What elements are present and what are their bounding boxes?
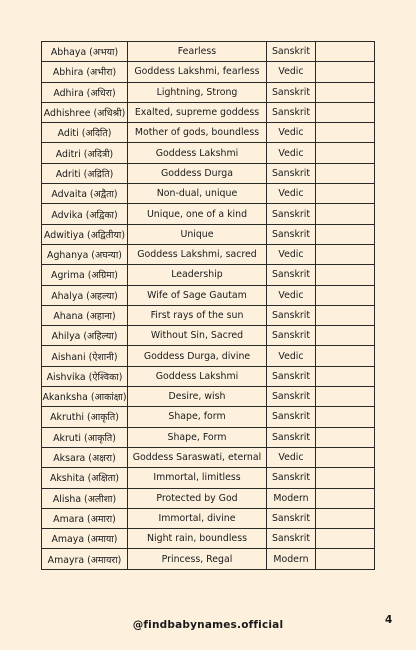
table-row — [42, 82, 375, 102]
empty-cell — [316, 42, 375, 62]
empty-cell — [316, 62, 375, 82]
empty-cell — [316, 407, 375, 427]
name-cell: Abhira (अभीरा) — [42, 62, 128, 82]
meaning-cell: Shape, form — [128, 407, 267, 427]
meaning-cell: Desire, wish — [128, 387, 267, 407]
origin-cell: Sanskrit — [267, 305, 316, 325]
table-row — [42, 102, 375, 122]
empty-cell — [316, 102, 375, 122]
name-cell: Aditri (अदित्री) — [42, 143, 128, 163]
origin-cell: Modern — [267, 488, 316, 508]
name-cell: Agrima (अग्रिमा) — [42, 265, 128, 285]
origin-cell: Vedic — [267, 184, 316, 204]
empty-cell — [316, 163, 375, 183]
name-cell: Aghanya (अघन्या) — [42, 244, 128, 264]
origin-cell: Sanskrit — [267, 366, 316, 386]
name-cell: Aditi (अदिति) — [42, 123, 128, 143]
origin-cell: Sanskrit — [267, 224, 316, 244]
origin-cell: Sanskrit — [267, 468, 316, 488]
meaning-cell: Goddess Durga — [128, 163, 267, 183]
meaning-cell: Goddess Durga, divine — [128, 346, 267, 366]
meaning-cell: Non-dual, unique — [128, 184, 267, 204]
table-row — [42, 143, 375, 163]
empty-cell — [316, 143, 375, 163]
empty-cell — [316, 427, 375, 447]
table-row — [42, 407, 375, 427]
origin-cell: Sanskrit — [267, 163, 316, 183]
table-row — [42, 447, 375, 467]
empty-cell — [316, 265, 375, 285]
table-row — [42, 427, 375, 447]
name-cell: Akanksha (आकांक्षा) — [42, 387, 128, 407]
empty-cell — [316, 82, 375, 102]
table-row — [42, 549, 375, 569]
origin-cell: Modern — [267, 549, 316, 569]
table-row — [42, 366, 375, 386]
meaning-cell: Unique, one of a kind — [128, 204, 267, 224]
table-row — [42, 508, 375, 528]
empty-cell — [316, 224, 375, 244]
empty-cell — [316, 305, 375, 325]
name-cell: Adhira (अधिरा) — [42, 82, 128, 102]
origin-cell: Vedic — [267, 244, 316, 264]
empty-cell — [316, 285, 375, 305]
meaning-cell: Princess, Regal — [128, 549, 267, 569]
meaning-cell: Protected by God — [128, 488, 267, 508]
origin-cell: Sanskrit — [267, 529, 316, 549]
origin-cell: Vedic — [267, 62, 316, 82]
meaning-cell: Immortal, divine — [128, 508, 267, 528]
name-cell: Alisha (अलीशा) — [42, 488, 128, 508]
meaning-cell: Unique — [128, 224, 267, 244]
meaning-cell: Goddess Lakshmi — [128, 366, 267, 386]
origin-cell: Sanskrit — [267, 82, 316, 102]
meaning-cell: Goddess Saraswati, eternal — [128, 447, 267, 467]
origin-cell: Sanskrit — [267, 326, 316, 346]
name-cell: Abhaya (अभया) — [42, 42, 128, 62]
table-row — [42, 163, 375, 183]
origin-cell: Vedic — [267, 123, 316, 143]
name-cell: Amaya (अमाया) — [42, 529, 128, 549]
table-row — [42, 529, 375, 549]
empty-cell — [316, 204, 375, 224]
meaning-cell: Wife of Sage Gautam — [128, 285, 267, 305]
origin-cell: Sanskrit — [267, 42, 316, 62]
footer-handle: @findbabynames.official — [132, 619, 284, 631]
origin-cell: Sanskrit — [267, 427, 316, 447]
table-row — [42, 285, 375, 305]
name-cell: Advika (अद्विका) — [42, 204, 128, 224]
meaning-cell: Lightning, Strong — [128, 82, 267, 102]
table-row — [42, 387, 375, 407]
origin-cell: Sanskrit — [267, 407, 316, 427]
table-row — [42, 265, 375, 285]
name-cell: Akruti (आकृति) — [42, 427, 128, 447]
empty-cell — [316, 468, 375, 488]
empty-cell — [316, 366, 375, 386]
meaning-cell: Shape, Form — [128, 427, 267, 447]
name-cell: Aishani (ऐशानी) — [42, 346, 128, 366]
name-cell: Ahalya (अहल्या) — [42, 285, 128, 305]
meaning-cell: Goddess Lakshmi, sacred — [128, 244, 267, 264]
origin-cell: Vedic — [267, 346, 316, 366]
origin-cell: Sanskrit — [267, 102, 316, 122]
name-cell: Aksara (अक्षरा) — [42, 447, 128, 467]
origin-cell: Sanskrit — [267, 508, 316, 528]
meaning-cell: Without Sin, Sacred — [128, 326, 267, 346]
empty-cell — [316, 387, 375, 407]
table-row — [42, 224, 375, 244]
empty-cell — [316, 184, 375, 204]
name-cell: Adhishree (अधिश्री) — [42, 102, 128, 122]
empty-cell — [316, 488, 375, 508]
names-table — [41, 41, 375, 570]
table-row — [42, 244, 375, 264]
meaning-cell: Goddess Lakshmi, fearless — [128, 62, 267, 82]
table-row — [42, 62, 375, 82]
empty-cell — [316, 123, 375, 143]
table-row — [42, 305, 375, 325]
name-cell: Amara (अमारा) — [42, 508, 128, 528]
meaning-cell: Fearless — [128, 42, 267, 62]
table-row — [42, 346, 375, 366]
meaning-cell: Leadership — [128, 265, 267, 285]
table-row — [42, 204, 375, 224]
origin-cell: Vedic — [267, 447, 316, 467]
empty-cell — [316, 244, 375, 264]
origin-cell: Sanskrit — [267, 387, 316, 407]
name-cell: Ahana (अहाना) — [42, 305, 128, 325]
meaning-cell: Goddess Lakshmi — [128, 143, 267, 163]
meaning-cell: Mother of gods, boundless — [128, 123, 267, 143]
empty-cell — [316, 346, 375, 366]
table-row — [42, 123, 375, 143]
empty-cell — [316, 529, 375, 549]
name-cell: Adriti (अद्रिति) — [42, 163, 128, 183]
empty-cell — [316, 508, 375, 528]
name-cell: Akruthi (आकृति) — [42, 407, 128, 427]
name-cell: Ahilya (अहिल्या) — [42, 326, 128, 346]
empty-cell — [316, 447, 375, 467]
name-cell: Aishvika (ऐश्विका) — [42, 366, 128, 386]
origin-cell: Sanskrit — [267, 265, 316, 285]
table-row — [42, 184, 375, 204]
table-row — [42, 468, 375, 488]
origin-cell: Vedic — [267, 285, 316, 305]
origin-cell: Sanskrit — [267, 204, 316, 224]
names-table-body — [42, 42, 375, 570]
name-cell: Adwitiya (अद्वितीया) — [42, 224, 128, 244]
name-cell: Advaita (अद्वैता) — [42, 184, 128, 204]
meaning-cell: First rays of the sun — [128, 305, 267, 325]
table-row — [42, 326, 375, 346]
table-row — [42, 488, 375, 508]
table-row — [42, 42, 375, 62]
name-cell: Akshita (अक्षिता) — [42, 468, 128, 488]
meaning-cell: Night rain, boundless — [128, 529, 267, 549]
meaning-cell: Immortal, limitless — [128, 468, 267, 488]
origin-cell: Vedic — [267, 143, 316, 163]
empty-cell — [316, 326, 375, 346]
page-number: 4 — [385, 614, 393, 626]
meaning-cell: Exalted, supreme goddess — [128, 102, 267, 122]
name-cell: Amayra (अमायरा) — [42, 549, 128, 569]
empty-cell — [316, 549, 375, 569]
